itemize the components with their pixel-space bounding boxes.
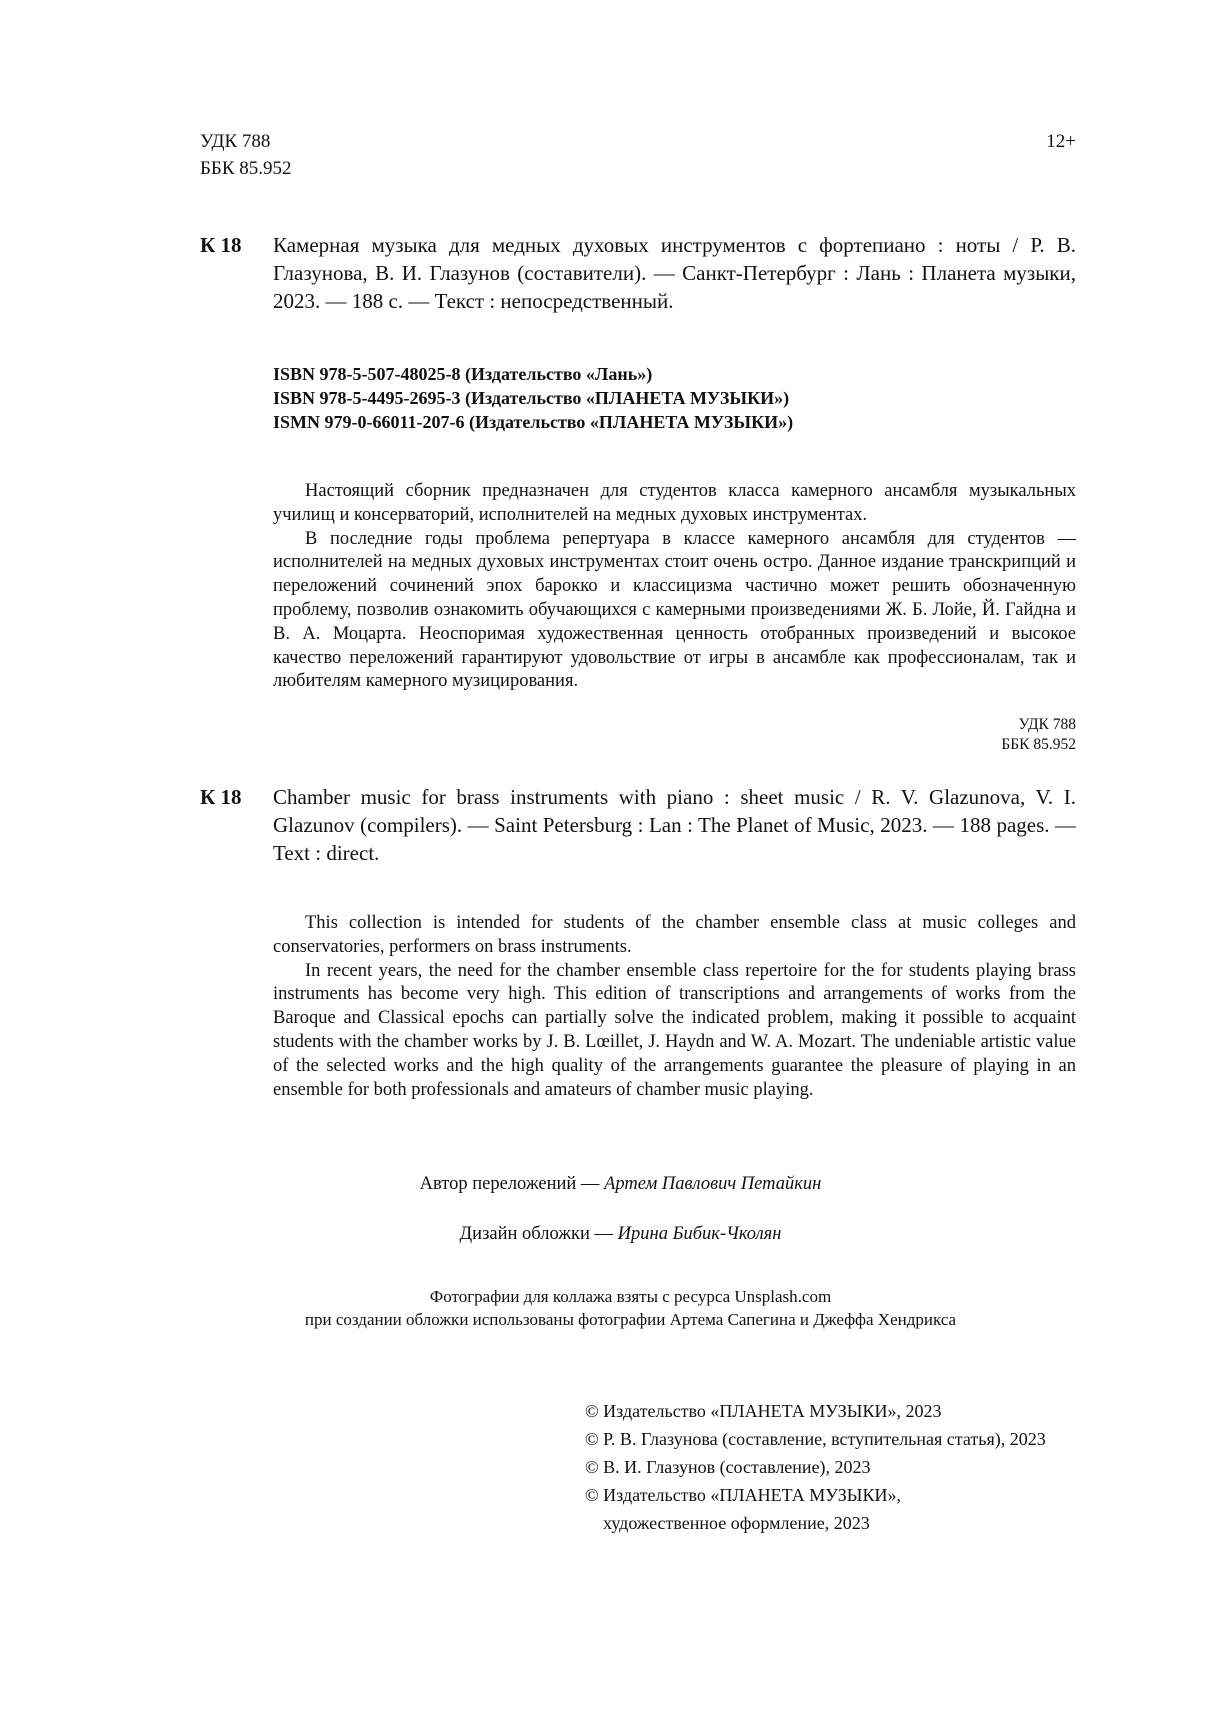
bbk-code: ББК 85.952 xyxy=(200,158,292,179)
udk-code: УДК 788 xyxy=(200,131,271,152)
classification-block xyxy=(200,128,292,182)
bbk-code-right: ББК 85.952 xyxy=(1001,736,1076,753)
copyright-line: © Издательство «ПЛАНЕТА МУЗЫКИ», xyxy=(585,1485,901,1505)
bibliographic-entry-en xyxy=(200,783,1076,867)
ismn-planet: ISMN 979-0-66011-207-6 (Издательство «ПЛАНЕТА МУЗЫКИ») xyxy=(273,412,794,432)
photo-credit-line: при создании обложки использованы фотографии Артема Сапегина и Джеффа Хендрикса xyxy=(304,1310,957,1329)
arranger-role: Автор переложений — xyxy=(419,1174,605,1194)
arranger-credit xyxy=(0,1172,1211,1196)
isbn-planet: ISBN 978-5-4495-2695-3 (Издательство «ПЛАНЕТА МУЗЫКИ») xyxy=(273,388,790,408)
annotation-en-paragraph: This collection is intended for students of the chamber ensemble class at music colleges and conservatories, performers on brass instruments. xyxy=(273,913,1076,957)
copyright-line: художественное оформление, 2023 xyxy=(603,1513,870,1533)
copyright-line: © Р. В. Глазунова (составление, вступительная статья), 2023 xyxy=(585,1429,1046,1449)
annotation-ru xyxy=(273,480,1076,694)
author-sign-ru: К 18 xyxy=(200,233,242,257)
author-sign-en: К 18 xyxy=(200,785,242,809)
annotation-ru-paragraph: В последние годы проблема репертуара в классе камерного ансамбля для студентов — исполнителей на медных духовых инструментах стоит очень остро. Данное издание транскрипций и переложений сочинений эпох барокко и классицизма частично может решить обозначенную проблему, позволив ознакомить обучающихся с камерными произведениями Ж. Б. Лойе, Й. Гайдна и В. А. Моцарта. Неоспоримая художественная ценность отобранных произведений и высокое качество переложений гарантируют удовольствие от игры в ансамбле как профессионалам, так и любителям камерного музицирования. xyxy=(273,528,1076,692)
annotation-ru-paragraph: Настоящий сборник предназначен для студентов класса камерного ансамбля музыкальных училищ и консерваторий, исполнителей на медных духовых инструментах. xyxy=(273,481,1076,525)
isbn-block xyxy=(273,362,793,434)
cover-design-role: Дизайн обложки — xyxy=(459,1224,618,1244)
isbn-lan: ISBN 978-5-507-48025-8 (Издательство «Лань») xyxy=(273,364,653,384)
age-rating: 12+ xyxy=(1046,131,1076,152)
bibliographic-description-ru: Камерная музыка для медных духовых инструментов с фортепиано : ноты / Р. В. Глазунова, В. И. Глазунов (составители). — Санкт-Петербург : Лань : Планета музыки, 2023. — 188 с. — Текст : непосредственный. xyxy=(273,233,1076,313)
cover-designer-name: Ирина Бибик-Чколян xyxy=(617,1224,782,1244)
copyright-block xyxy=(585,1397,1046,1537)
annotation-en-paragraph: In recent years, the need for the chamber ensemble class repertoire for the for students playing brass instruments has become very high. This edition of transcriptions and arrangements of works from the Baroque and Classical epochs can partially solve the indicated problem, making it possible to acquaint students with the chamber works by J. B. Lœillet, J. Haydn and W. A. Mozart. The undeniable artistic value of the selected works and the high quality of the arrangements guarantee the pleasure of playing in an ensemble for both professionals and amateurs of chamber music playing. xyxy=(273,960,1076,1100)
bibliographic-entry-ru xyxy=(200,231,1076,315)
photo-credit-line: Фотографии для коллажа взяты с ресурса Unsplash.com xyxy=(429,1287,832,1306)
udk-code-right: УДК 788 xyxy=(1018,716,1076,733)
cover-design-credit xyxy=(0,1222,1211,1246)
annotation-en xyxy=(273,912,1076,1102)
photo-credits xyxy=(0,1285,1211,1331)
arranger-name: Артем Павлович Петайкин xyxy=(604,1174,822,1194)
copyright-line: © Издательство «ПЛАНЕТА МУЗЫКИ», 2023 xyxy=(585,1401,942,1421)
classification-block-right xyxy=(1001,715,1076,755)
bibliographic-description-en: Chamber music for brass instruments with piano : sheet music / R. V. Glazunova, V. I. Glazunov (compilers). — Saint Petersburg : Lan : The Planet of Music, 2023. — 188 pages. — Text : direct. xyxy=(273,785,1076,865)
copyright-line: © В. И. Глазунов (составление), 2023 xyxy=(585,1457,871,1477)
